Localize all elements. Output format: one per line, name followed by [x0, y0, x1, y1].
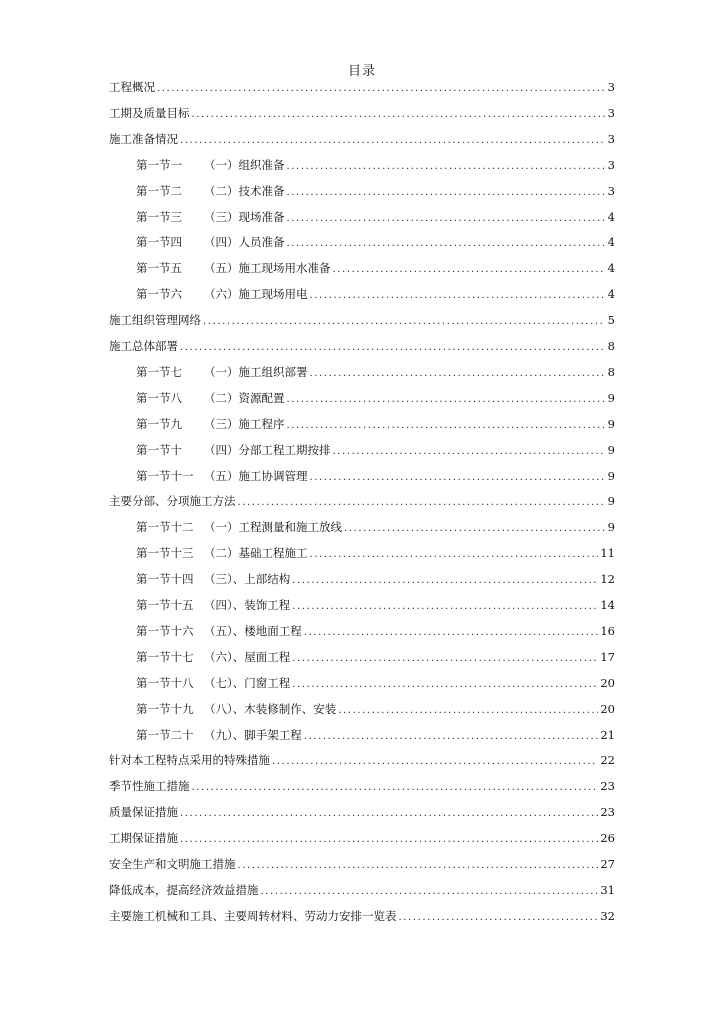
toc-entry[interactable]: [109, 78, 615, 96]
toc-section-number: 第一节十四: [136, 572, 194, 587]
toc-entry-title: （三）、上部结构: [204, 572, 291, 587]
toc-section-number: 第一节二: [136, 183, 182, 198]
toc-entry-title: 主要分部、分项施工方法: [109, 494, 236, 509]
dot-leader: [292, 572, 598, 590]
toc-page-number: 4: [607, 287, 615, 302]
dot-leader: [304, 624, 599, 642]
toc-page-number: 3: [607, 80, 615, 94]
dot-leader: [287, 184, 606, 202]
toc-page-number: 12: [600, 572, 615, 587]
dot-leader: [333, 261, 606, 279]
toc-entry[interactable]: [109, 337, 615, 355]
toc-page-number: 9: [607, 416, 615, 431]
toc-entry-title: 针对本工程特点采用的特殊措施: [109, 753, 270, 768]
dot-leader: [292, 676, 598, 694]
dot-leader: [287, 210, 606, 228]
toc-entry-title: （九）、脚手架工程: [204, 727, 302, 742]
toc-page-number: 26: [600, 831, 615, 846]
toc-page-number: 4: [607, 235, 615, 250]
toc-subentry[interactable]: [136, 518, 615, 536]
toc-page-number: 5: [607, 313, 615, 328]
toc-entry-title: （一）组织准备: [204, 157, 285, 172]
toc-section-number: 第一节十八: [136, 675, 194, 690]
toc-page-number: 27: [600, 857, 615, 871]
toc-section-number: 第一节四: [136, 235, 182, 250]
toc-entry[interactable]: [109, 907, 615, 925]
dot-leader: [310, 287, 606, 305]
dot-leader: [399, 909, 599, 927]
toc-page-number: 21: [600, 727, 615, 742]
toc-entry[interactable]: [109, 855, 615, 873]
dot-leader: [292, 650, 598, 668]
dot-leader: [287, 158, 606, 176]
dot-leader: [192, 106, 606, 124]
dot-leader: [180, 831, 598, 849]
toc-page-number: 16: [600, 623, 615, 638]
toc-entry-title: （五）施工协调管理: [204, 468, 308, 483]
toc-entry-title: 质量保证措施: [109, 805, 178, 820]
dot-leader: [180, 339, 605, 357]
toc-section-number: 第一节十五: [136, 598, 194, 612]
dot-leader: [310, 546, 599, 564]
toc-entry[interactable]: [109, 829, 615, 847]
toc-subentry[interactable]: [136, 182, 615, 200]
toc-page-number: 8: [607, 364, 615, 379]
toc-section-number: 第一节八: [136, 390, 182, 405]
toc-subentry[interactable]: [136, 622, 615, 640]
toc-entry-title: （八）、木装修制作、安装: [204, 701, 337, 716]
toc-page-number: 23: [600, 805, 615, 820]
dot-leader: [238, 494, 606, 512]
toc-subentry[interactable]: [136, 233, 615, 251]
dot-leader: [287, 417, 606, 435]
toc-entry[interactable]: [109, 777, 615, 795]
toc-page-number: 31: [600, 882, 615, 897]
toc-entry[interactable]: [109, 104, 615, 122]
toc-section-number: 第一节六: [136, 287, 182, 302]
toc-page-number: 3: [607, 157, 615, 172]
toc-entry-title: （一）工程测量和施工放线: [204, 520, 342, 535]
toc-entry-title: （二）资源配置: [204, 390, 285, 405]
toc-entry-title: 工期保证措施: [109, 831, 178, 846]
toc-entry-title: （四）人员准备: [204, 235, 285, 250]
toc-section-number: 第一节十九: [136, 701, 194, 716]
toc-entry-title: 主要施工机械和工具、主要周转材料、劳动力安排一览表: [109, 908, 397, 923]
toc-subentry[interactable]: [136, 596, 615, 614]
toc-entry-title: （三）施工程序: [204, 416, 285, 431]
dot-leader: [338, 702, 598, 720]
toc-entry-title: （七）、门窗工程: [204, 675, 291, 690]
toc-entry-title: （五）施工现场用水准备: [204, 261, 331, 276]
toc-page-number: 9: [607, 442, 615, 457]
dot-leader: [310, 469, 606, 487]
toc-entry-title: 安全生产和文明施工措施: [109, 857, 236, 871]
dot-leader: [238, 857, 599, 875]
toc-subentry[interactable]: [136, 700, 615, 718]
toc-section-number: 第一节三: [136, 209, 182, 224]
toc-entry-title: （六）施工现场用电: [204, 287, 308, 302]
toc-section-number: 第一节一: [136, 157, 182, 172]
toc-page-number: 22: [600, 753, 615, 768]
toc-page-number: 3: [607, 183, 615, 198]
dot-leader: [157, 80, 605, 98]
dot-leader: [344, 520, 605, 538]
toc-entry[interactable]: [109, 881, 615, 899]
toc-subentry[interactable]: [136, 467, 615, 485]
dot-leader: [192, 779, 599, 797]
toc-entry-title: （四）分部工程工期按排: [204, 442, 331, 457]
toc-entry[interactable]: [109, 751, 615, 769]
toc-page-number: 9: [607, 520, 615, 535]
toc-section-number: 第一节九: [136, 416, 182, 431]
toc-entry[interactable]: [109, 311, 615, 329]
page-title: 目录: [347, 64, 376, 79]
dot-leader: [292, 598, 598, 616]
toc-entry[interactable]: [109, 492, 615, 510]
toc-subentry[interactable]: [136, 570, 615, 588]
toc-entry-title: 季节性施工措施: [109, 779, 190, 794]
toc-section-number: 第一节十七: [136, 649, 194, 664]
toc-subentry[interactable]: [136, 389, 615, 407]
dot-leader: [180, 805, 598, 823]
toc-entry-title: （二）基础工程施工: [204, 546, 308, 561]
toc-page-number: 20: [600, 701, 615, 716]
toc-subentry[interactable]: [136, 285, 615, 303]
toc-entry[interactable]: [109, 803, 615, 821]
toc-entry-title: （三）现场准备: [204, 209, 285, 224]
toc-subentry[interactable]: [136, 726, 615, 744]
toc-page-number: 14: [600, 598, 615, 612]
toc-page-number: 8: [607, 339, 615, 353]
toc-page-number: 20: [600, 675, 615, 690]
toc-section-number: 第一节二十: [136, 727, 194, 742]
dot-leader: [287, 391, 606, 409]
dot-leader: [203, 313, 605, 331]
toc-subentry[interactable]: [136, 259, 615, 277]
toc-entry-title: （五）、楼地面工程: [204, 623, 302, 638]
toc-subentry[interactable]: [136, 363, 615, 381]
toc-page-number: 3: [607, 105, 615, 120]
toc-subentry[interactable]: [136, 648, 615, 666]
toc-subentry[interactable]: [136, 674, 615, 692]
toc-page-number: 32: [600, 908, 615, 923]
dot-leader: [180, 132, 605, 150]
toc-page-number: 4: [607, 209, 615, 224]
toc-page-number: 4: [607, 261, 615, 276]
toc-subentry[interactable]: [136, 208, 615, 226]
dot-leader: [304, 728, 599, 746]
toc-section-number: 第一节十二: [136, 520, 194, 535]
dot-leader: [333, 443, 606, 461]
toc-entry-title: 施工准备情况: [109, 131, 178, 146]
toc-entry-title: （一）施工组织部署: [204, 364, 308, 379]
toc-entry-title: （四）、装饰工程: [204, 598, 291, 612]
dot-leader: [272, 753, 598, 771]
toc-entry-title: 降低成本，提高经济效益措施: [109, 882, 259, 897]
toc-entry-title: 施工组织管理网络: [109, 313, 201, 328]
toc-entry-title: 工期及质量目标: [109, 105, 190, 120]
toc-entry[interactable]: [109, 130, 615, 148]
toc-section-number: 第一节十三: [136, 546, 194, 561]
toc-section-number: 第一节五: [136, 261, 182, 276]
dot-leader: [261, 883, 599, 901]
toc-subentry[interactable]: [136, 415, 615, 433]
toc-entry-title: 工程概况: [109, 80, 155, 94]
toc-page-number: 23: [600, 779, 615, 794]
toc-page-number: 17: [600, 649, 615, 664]
toc-section-number: 第一节七: [136, 364, 182, 379]
toc-section-number: 第一节十: [136, 442, 182, 457]
toc-entry-title: （二）技术准备: [204, 183, 285, 198]
toc-page-number: 9: [607, 468, 615, 483]
toc-entry-title: （六）、屋面工程: [204, 649, 291, 664]
toc-page-number: 9: [607, 494, 615, 509]
dot-leader: [310, 365, 606, 383]
toc-subentry[interactable]: [136, 156, 615, 174]
toc-subentry[interactable]: [136, 441, 615, 459]
toc-entry-title: 施工总体部署: [109, 339, 178, 353]
toc-page-number: 9: [607, 390, 615, 405]
toc-section-number: 第一节十一: [136, 468, 194, 483]
toc-page-number: 3: [607, 131, 615, 146]
toc-page-number: 11: [600, 546, 615, 561]
toc-section-number: 第一节十六: [136, 623, 194, 638]
dot-leader: [287, 235, 606, 253]
toc-subentry[interactable]: [136, 544, 615, 562]
